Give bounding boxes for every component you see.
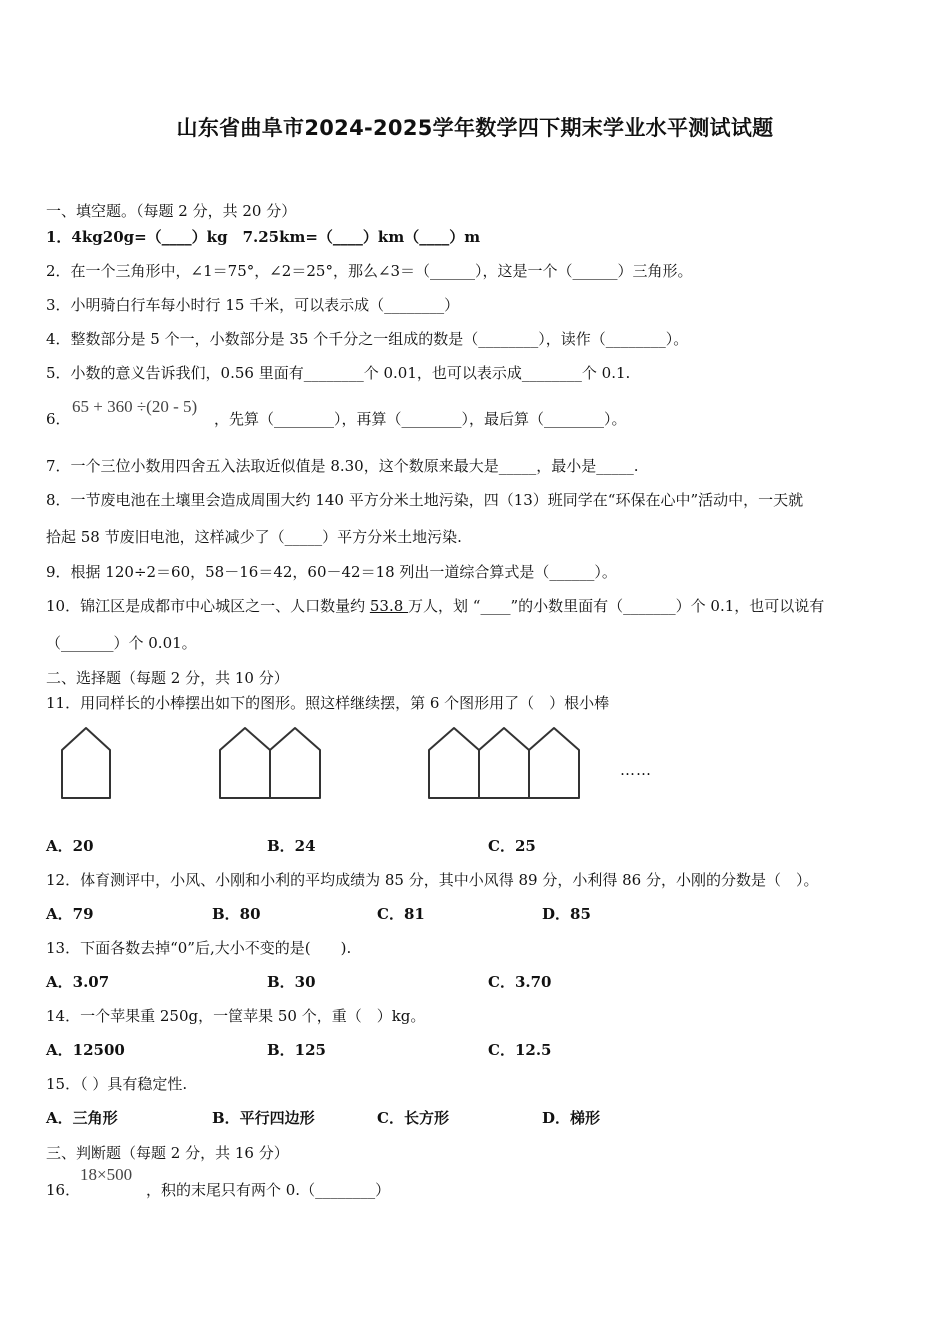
- question-10-population: 53.8: [369, 597, 409, 615]
- q14-option-c[interactable]: C．12.5: [488, 1041, 552, 1059]
- q15-option-c[interactable]: C．长方形: [377, 1109, 449, 1127]
- question-1: 1．4kg20g=（____）kg 7.25km=（____）km（____）m: [46, 228, 481, 246]
- question-10-text-a: 10．锦江区是成都市中心城区之一、人口数量约: [46, 597, 370, 615]
- q15-option-a[interactable]: A．三角形: [46, 1109, 118, 1127]
- question-9: 9．根据 120÷2＝60，58－16＝42，60－42＝18 列出一道综合算式是（______）。: [46, 563, 617, 581]
- question-8-line-2: 拾起 58 节废旧电池，这样减少了（_____）平方分米土地污染.: [46, 528, 462, 546]
- house-figure-3: [429, 728, 579, 798]
- q13-option-a[interactable]: A．3.07: [46, 973, 110, 991]
- question-14: 14．一个苹果重 250g，一筐苹果 50 个，重（ ）kg。: [46, 1007, 426, 1025]
- section-judge-header: 三、判断题（每题 2 分，共 16 分）: [46, 1144, 289, 1162]
- figure-continuation-dots: ……: [620, 761, 652, 779]
- q11-option-c[interactable]: C．25: [488, 837, 536, 855]
- house-figure-2: [220, 728, 320, 798]
- section-fill-in-header: 一、填空题。（每题 2 分，共 20 分）: [46, 202, 297, 220]
- question-6-text: ，先算（________），再算（________），最后算（________）。: [214, 410, 627, 428]
- q14-option-a[interactable]: A．12500: [46, 1041, 125, 1059]
- question-10-text-b: 万人，划 “____”的小数里面有（_______）个 0.1，也可以说有: [408, 597, 825, 615]
- question-10-line-2: （_______）个 0.01。: [46, 634, 197, 652]
- q12-option-b[interactable]: B．80: [212, 905, 261, 923]
- house-pattern-figure: [55, 722, 695, 804]
- section-choice-header: 二、选择题（每题 2 分，共 10 分）: [46, 669, 289, 687]
- question-16-number: 16．: [46, 1181, 81, 1199]
- q15-option-d[interactable]: D．梯形: [542, 1109, 601, 1127]
- q14-option-b[interactable]: B．125: [267, 1041, 326, 1059]
- question-2: 2．在一个三角形中，∠1＝75°，∠2＝25°，那么∠3＝（______），这是一个（______）三角形。: [46, 262, 693, 280]
- question-6-expression: 65 + 360 ÷(20 - 5): [72, 397, 198, 416]
- question-7: 7．一个三位小数用四舍五入法取近似值是 8.30，这个数原来最大是_____，最小是_____.: [46, 457, 639, 475]
- q12-option-d[interactable]: D．85: [542, 905, 591, 923]
- house-figure-1: [62, 728, 110, 798]
- question-15: 15．（ ）具有稳定性.: [46, 1075, 188, 1093]
- q12-option-c[interactable]: C．81: [377, 905, 425, 923]
- question-13: 13．下面各数去掉“0”后,大小不变的是( ).: [46, 939, 352, 957]
- q11-option-b[interactable]: B．24: [267, 837, 316, 855]
- question-10-line-1: [46, 596, 824, 616]
- question-16-text: ，积的末尾只有两个 0.（________）: [146, 1181, 391, 1199]
- question-16-expression: 18×500: [80, 1165, 133, 1184]
- question-4: 4．整数部分是 5 个一，小数部分是 35 个千分之一组成的数是（________），读作（________）。: [46, 330, 689, 348]
- q13-option-b[interactable]: B．30: [267, 973, 316, 991]
- question-12: 12．体育测评中，小风、小刚和小利的平均成绩为 85 分，其中小风得 89 分，小利得 86 分，小刚的分数是（ ）。: [46, 871, 819, 889]
- question-5: 5．小数的意义告诉我们，0.56 里面有________个 0.01，也可以表示成________个 0.1.: [46, 364, 631, 382]
- q15-option-b[interactable]: B．平行四边形: [212, 1109, 315, 1127]
- q12-option-a[interactable]: A．79: [46, 905, 94, 923]
- question-11: 11．用同样长的小棒摆出如下的图形。照这样继续摆，第 6 个图形用了（ ）根小棒: [46, 694, 610, 712]
- q11-option-a[interactable]: A．20: [46, 837, 94, 855]
- question-8-line-1: 8．一节废电池在土壤里会造成周围大约 140 平方分米土地污染，四（13）班同学在“环保在心中”活动中，一天就: [46, 491, 804, 509]
- q13-option-c[interactable]: C．3.70: [488, 973, 552, 991]
- question-6-number: 6．: [46, 410, 71, 428]
- question-3: 3．小明骑白行车每小时行 15 千米，可以表示成（________）: [46, 296, 460, 314]
- page-title: 山东省曲阜市2024-2025学年数学四下期末学业水平测试试题: [176, 116, 774, 140]
